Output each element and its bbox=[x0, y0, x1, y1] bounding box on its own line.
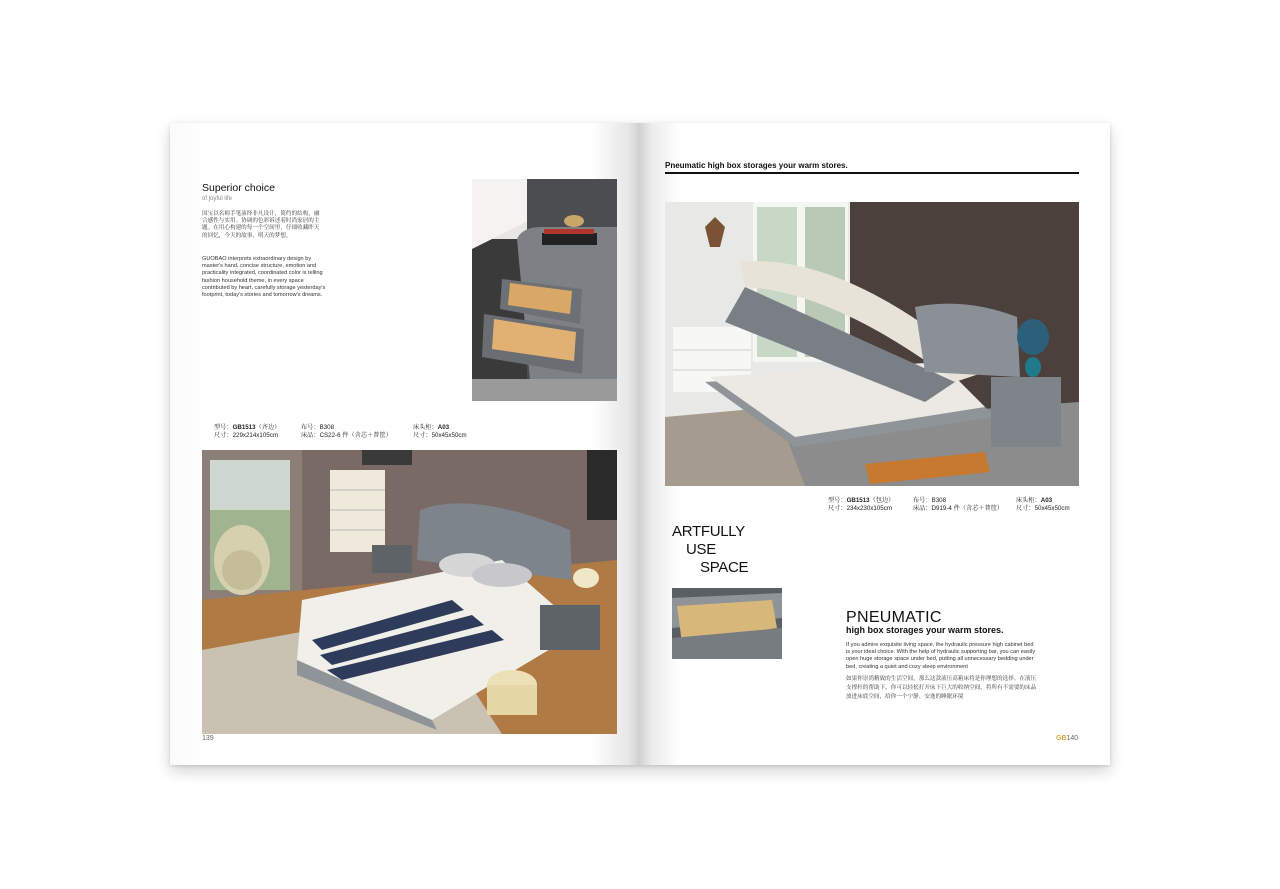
left-page-number: 139 bbox=[202, 735, 214, 742]
pneumatic-body-en: If you admire exquisite living space, the hydraulic pressure high cabinet bed is your ideal choice. With the help of hydraulic supporting bar, you can easily open huge storage space under bed, putting all unnecessary bedding under bed, creating a quiet and cozy sleep environment bbox=[846, 642, 1036, 670]
right-spec-col-3: 床头柜：A03 尺寸：50x45x50cm bbox=[1016, 497, 1070, 512]
left-page bbox=[170, 123, 638, 765]
artfully-block bbox=[672, 523, 748, 577]
pneumatic-bed-photo bbox=[665, 202, 1079, 486]
left-title: Superior choice bbox=[202, 182, 275, 194]
bedroom-photo bbox=[202, 450, 617, 734]
left-spec-col-3: 床头柜：A03 尺寸：50x45x50cm bbox=[413, 424, 467, 439]
left-subtitle: of joyful life bbox=[202, 196, 233, 202]
pneumatic-body-cn: 如果你崇尚精致的生活空间，那么这款液压高箱床将是你理想的选择。在液压支撑杆的帮助下，你可以轻松打开床下巨大的收纳空间，将所有不需要的床品放进床底空间，给你一个宁静、安逸的睡眠环境 bbox=[846, 676, 1037, 700]
left-body-en: GUOBAO interprets extraordinary design by master's hand, concise structure, emotion and practicality integrated, coordinated color is telling fashion household theme, in every space contributed by heart, carefully storage yesterday's footprint, today's stories and tomorrow's dreams. bbox=[202, 256, 326, 299]
right-page bbox=[638, 123, 1110, 765]
header-rule bbox=[665, 172, 1079, 174]
right-header: Pneumatic high box storages your warm stores. bbox=[665, 161, 848, 170]
nightstand-drawer-photo bbox=[472, 179, 617, 401]
left-spec-col-2: 布号：B308 床品：CS22-6 件（含芯＋普筐） bbox=[301, 424, 392, 439]
page-brand: GB bbox=[1056, 735, 1067, 742]
right-page-number bbox=[1056, 735, 1078, 742]
artfully-line-2: USE bbox=[686, 541, 716, 558]
left-body-cn: 国宝以名师手笔演绎非凡设计，简约的结构，融合感性与实用。协调的色彩诉述着时尚家居的主题。在用心构建的每一个空间里，仔细收藏昨天的回忆，今天的故事，明天的梦想。 bbox=[202, 211, 320, 239]
artfully-line-3: SPACE bbox=[700, 559, 749, 576]
catalog-spread bbox=[170, 123, 1110, 765]
storage-photo bbox=[672, 588, 782, 659]
pneumatic-title: PNEUMATIC bbox=[846, 609, 942, 626]
pneumatic-subtitle: high box storages your warm stores. bbox=[846, 625, 1004, 635]
artfully-line-1: ARTFULLY bbox=[672, 523, 745, 540]
left-spec-col-1: 型号：GB1513（齐边） 尺寸：229x214x105cm bbox=[214, 424, 281, 439]
right-spec-col-2: 布号：B308 床品：D919-4 件（含芯＋普筐） bbox=[913, 497, 1004, 512]
right-spec-col-1: 型号：GB1513（包边） 尺寸：234x230x105cm bbox=[828, 497, 895, 512]
right-page-number-value: 140 bbox=[1066, 735, 1079, 742]
